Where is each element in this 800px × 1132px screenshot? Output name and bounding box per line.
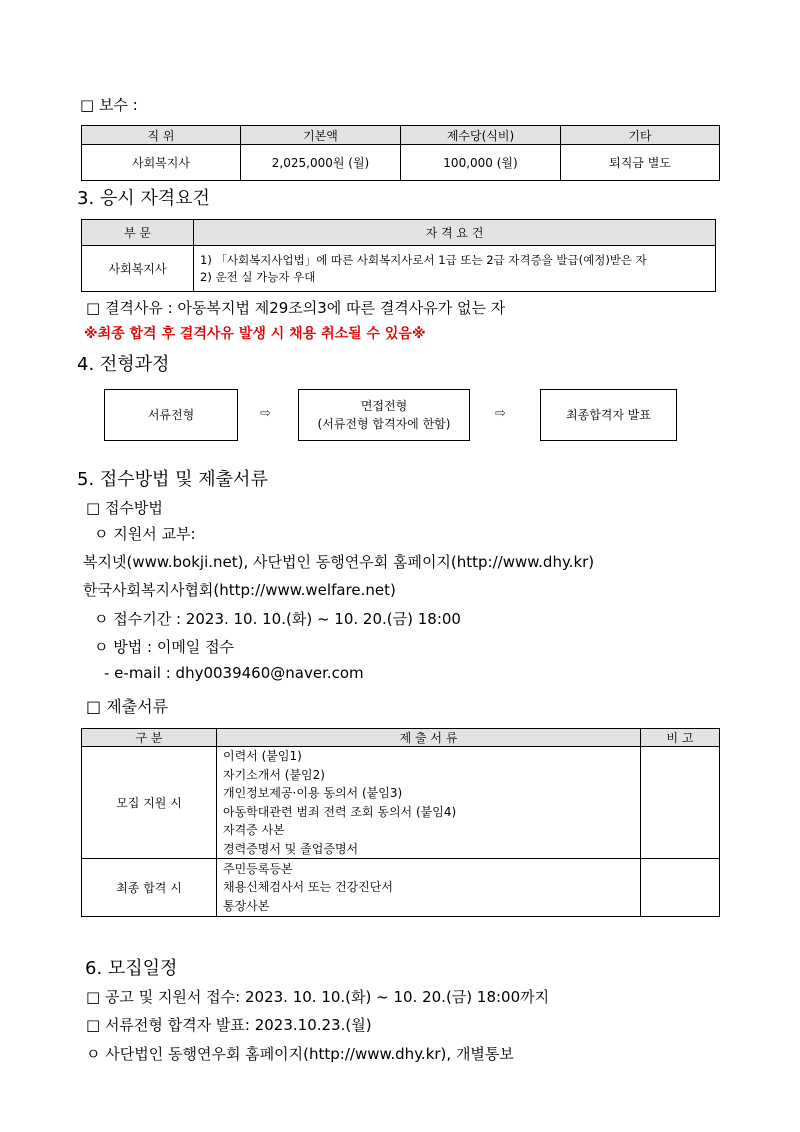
salary-header: 기본액	[241, 126, 401, 145]
method-line: ㅇ 지원서 교부:	[94, 525, 196, 543]
qualification-req-2: 2) 운전 실 가능자 우대	[200, 269, 316, 284]
method-line: 한국사회복지사협회(http://www.welfare.net)	[83, 581, 396, 599]
document-item: 경력증명서 및 졸업증명서	[223, 841, 359, 856]
method-line: ㅇ 접수기간 : 2023. 10. 10.(화) ~ 10. 20.(금) 18:00	[94, 610, 461, 628]
arrow-icon: ⇨	[495, 406, 506, 421]
section-5-heading: 5. 접수방법 및 제출서류	[77, 469, 268, 490]
salary-header: 기타	[561, 126, 720, 145]
documents-table	[81, 728, 720, 917]
process-step-interview: 면접전형 (서류전형 합격자에 한함)	[298, 389, 470, 441]
cancellation-warning: ※최종 합격 후 결격사유 발생 시 채용 취소될 수 있음※	[84, 326, 426, 342]
salary-header: 직 위	[82, 126, 241, 145]
documents-note	[641, 859, 720, 917]
salary-cell: 2,025,000원 (월)	[241, 145, 401, 181]
documents-category: 최종 합격 시	[82, 859, 217, 917]
arrow-icon: ⇨	[260, 406, 271, 421]
method-line: - e-mail : dhy0039460@naver.com	[104, 664, 364, 682]
method-line: ㅇ 방법 : 이메일 접수	[94, 638, 235, 656]
method-heading: □ 접수방법	[86, 499, 163, 517]
section-6-heading: 6. 모집일정	[85, 958, 178, 979]
salary-header: 제수당(식비)	[401, 126, 561, 145]
salary-table	[81, 125, 720, 181]
document-item: 채용신체검사서 또는 건강진단서	[223, 880, 393, 895]
document-item: 자격증 사본	[223, 823, 285, 837]
method-line: 복지넷(www.bokji.net), 사단법인 동행연우회 홈페이지(http://www.dhy.kr)	[83, 553, 595, 571]
salary-cell: 퇴직금 별도	[561, 145, 720, 181]
documents-header: 구 분	[82, 729, 217, 747]
document-item: 자기소개서 (붙임2)	[223, 767, 325, 782]
disqualification-note: □ 결격사유 : 아동복지법 제29조의3에 따른 결격사유가 없는 자	[86, 299, 506, 317]
process-step-final: 최종합격자 발표	[540, 389, 677, 441]
schedule-line: □ 공고 및 지원서 접수: 2023. 10. 10.(화) ~ 10. 20.(금) 18:00까지	[86, 988, 550, 1006]
documents-header: 제 출 서 류	[217, 729, 641, 747]
qualification-req-1: 1) 「사회복지사업법」에 따른 사회복지사로서 1급 또는 2급 자격증을 발급(예정)받은 자	[200, 252, 647, 267]
schedule-line: ㅇ 사단법인 동행연우회 홈페이지(http://www.dhy.kr), 개별통보	[86, 1045, 514, 1063]
schedule-line: □ 서류전형 합격자 발표: 2023.10.23.(월)	[86, 1016, 372, 1034]
qualification-table	[81, 219, 716, 292]
documents-heading: □ 제출서류	[86, 697, 169, 716]
process-step-document: 서류전형	[104, 389, 238, 441]
document-item: 아동학대관련 범죄 전력 조회 동의서 (붙임4)	[223, 804, 457, 819]
document-item: 주민등록등본	[223, 861, 293, 876]
salary-cell: 사회복지사	[82, 145, 241, 181]
documents-note	[641, 747, 720, 859]
salary-heading: □ 보수 :	[80, 96, 138, 114]
qualification-header: 자 격 요 건	[194, 220, 716, 246]
qualification-header: 부 문	[82, 220, 194, 246]
document-item: 이력서 (붙임1)	[223, 749, 302, 763]
document-item: 통장사본	[223, 898, 270, 913]
qualification-dept: 사회복지사	[82, 246, 194, 292]
documents-category: 모집 지원 시	[82, 747, 217, 859]
document-item: 개인정보제공·이용 동의서 (붙임3)	[223, 786, 403, 800]
section-4-heading: 4. 전형과정	[77, 354, 170, 375]
documents-header: 비 고	[641, 729, 720, 747]
salary-cell: 100,000 (월)	[401, 145, 561, 181]
section-3-heading: 3. 응시 자격요건	[77, 188, 210, 209]
